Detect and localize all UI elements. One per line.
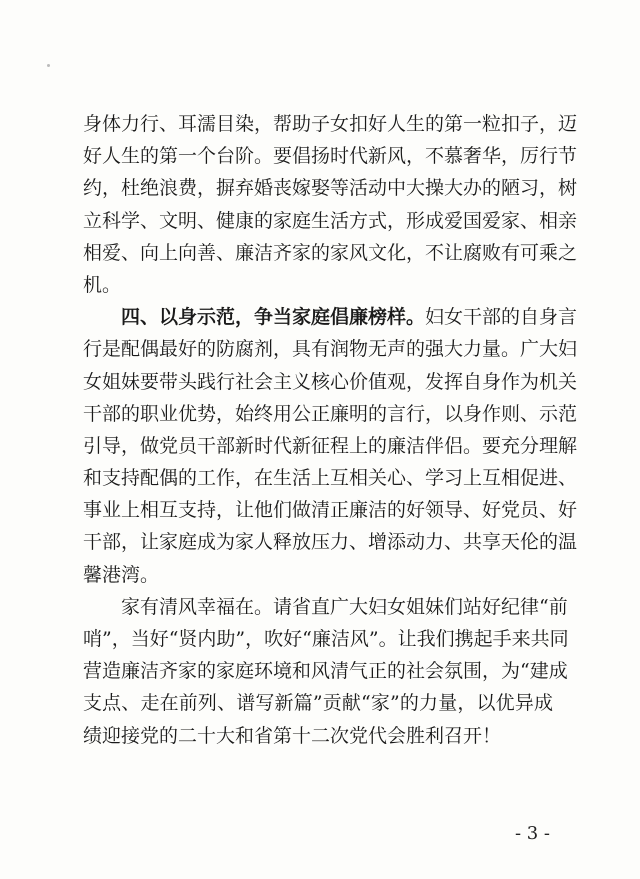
paragraph-2	[83, 301, 578, 591]
text-line: 营造廉洁齐家的家庭环境和风清气正的社会氛围，为“建成	[83, 660, 568, 683]
text-line: 馨港湾。	[83, 563, 160, 586]
text-line: 支点、走在前列、谱写新篇”贡献“家”的力量，以优异成	[83, 692, 553, 715]
text-line: 女姐妹要带头践行社会主义核心价值观，发挥自身作为机关	[83, 370, 578, 393]
text-line: 机。	[83, 273, 122, 296]
text-line: 引导，做党员干部新时代新征程上的廉洁伴侣。要充分理解	[83, 434, 578, 457]
text-line: 干部，让家庭成为家人释放压力、增添动力、共享天伦的温	[83, 531, 578, 554]
paragraph-3	[83, 591, 569, 752]
text-line: 相爱、向上向善、廉洁齐家的家风文化，不让腐败有可乘之	[83, 241, 578, 264]
text-line: 哨”，当好“贤内助”，吹好“廉洁风”。让我们携起手来共同	[83, 628, 569, 650]
text-line: 和支持配偶的工作，在生活上互相关心、学习上互相促进、	[83, 467, 578, 490]
text-line: 身体力行、耳濡目染，帮助子女扣好人生的第一粒扣子，迈	[83, 113, 578, 135]
text-line: 立科学、文明、健康的家庭生活方式，形成爱国爱家、相亲	[83, 209, 578, 232]
scan-speck	[47, 64, 50, 67]
body-text	[83, 108, 578, 752]
paragraph-1	[83, 108, 578, 301]
text-line: 约，杜绝浪费，摒弃婚丧嫁娶等活动中大操大办的陋习，树	[83, 177, 578, 200]
section-heading-line	[83, 301, 578, 333]
text-line: 干部的职业优势，始终用公正廉明的言行，以身作则、示范	[83, 402, 578, 425]
text-line: 绩迎接党的二十大和省第十二次党代会胜利召开！	[83, 724, 502, 747]
text-span: 妇女干部的自身言	[425, 306, 578, 329]
page-number: - 3 -	[514, 823, 550, 844]
section-heading: 四、以身示范，争当家庭倡廉榜样。	[121, 306, 426, 329]
text-line: 家有清风幸福在。请省直广大妇女姐妹们站好纪律“前	[121, 595, 568, 618]
text-line: 好人生的第一个台阶。要倡扬时代新风，不慕奢华，厉行节	[83, 145, 578, 168]
text-line: 行是配偶最好的防腐剂，具有润物无声的强大力量。广大妇	[83, 338, 578, 361]
text-line: 事业上相互支持，让他们做清正廉洁的好领导、好党员、好	[83, 499, 578, 522]
